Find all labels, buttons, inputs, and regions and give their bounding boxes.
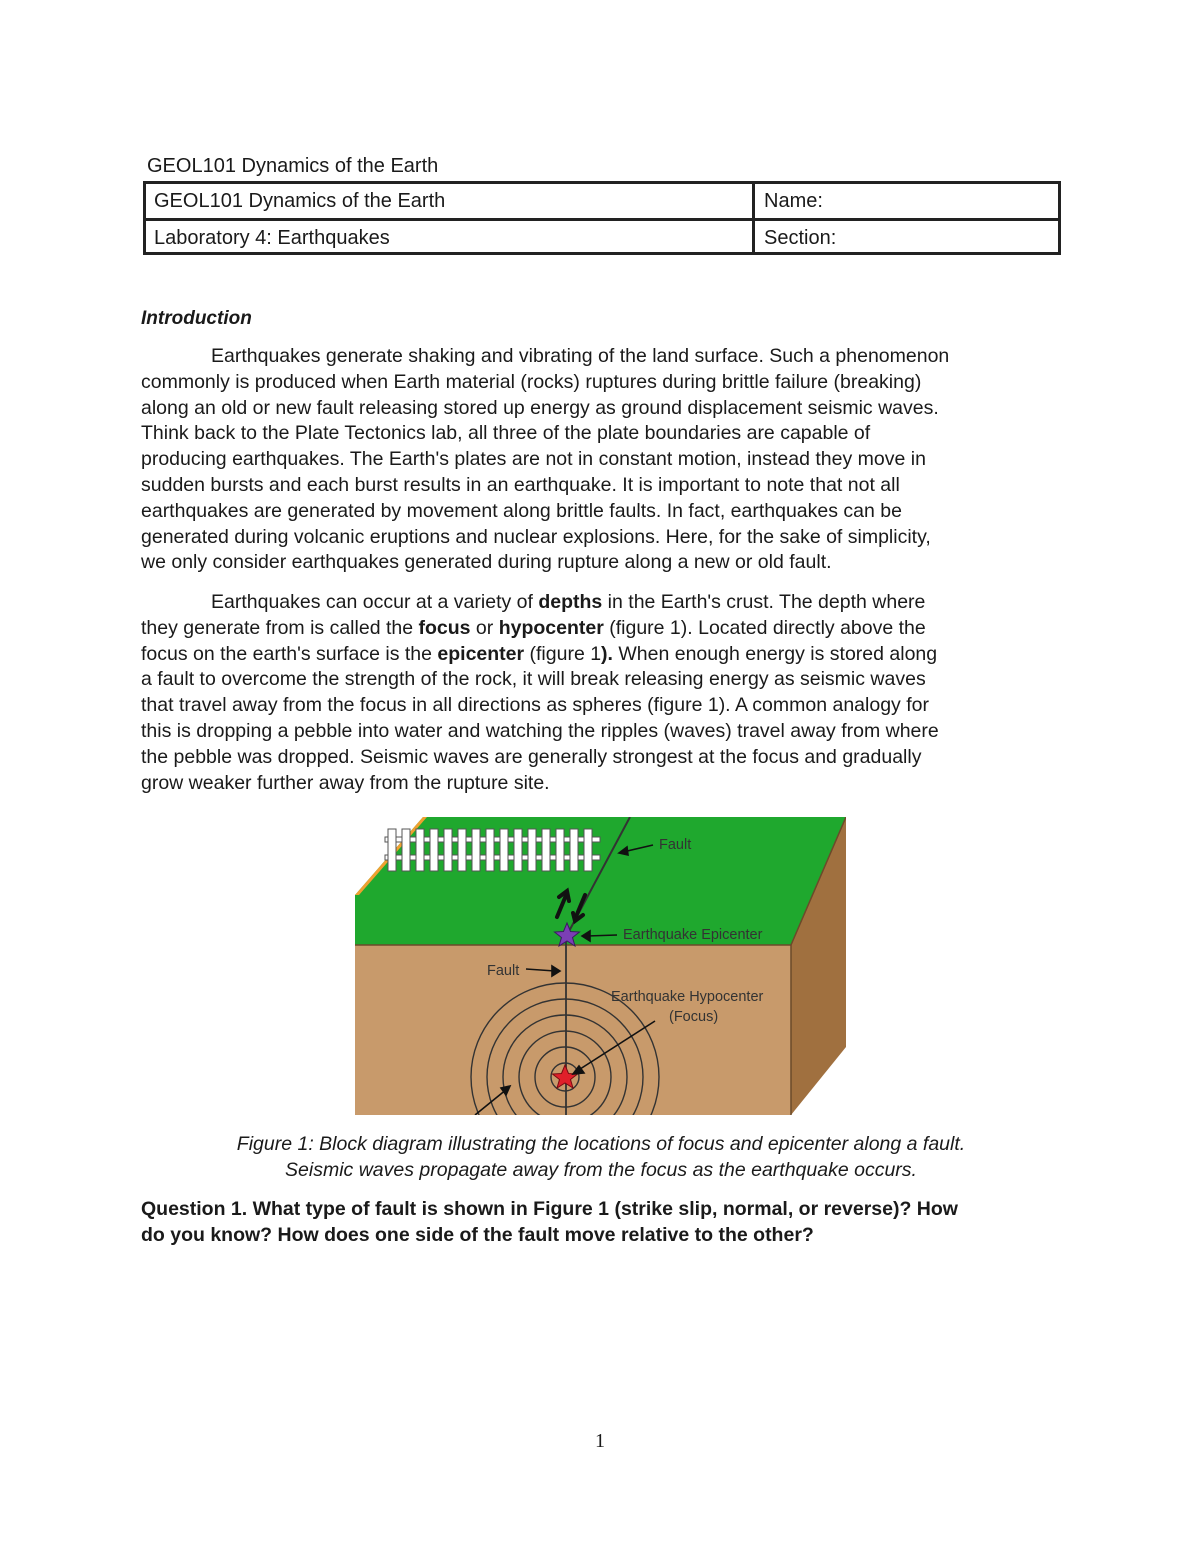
caption-line-2: Seismic waves propagate away from the focus as the earthquake occurs.	[285, 1158, 917, 1181]
paragraph-line: grow weaker further away from the rupture site.	[141, 771, 550, 794]
block-front-face	[355, 945, 791, 1115]
hypocenter-label: Earthquake Hypocenter	[611, 989, 764, 1005]
paragraph-line: earthquakes are generated by movement along brittle faults. In fact, earthquakes can be	[141, 499, 902, 522]
question-line-2: do you know? How does one side of the fault move relative to the other?	[141, 1224, 814, 1246]
paragraph-line: producing earthquakes. The Earth's plates are not in constant motion, instead they move in	[141, 448, 926, 471]
lab-title-cell: Laboratory 4: Earthquakes	[146, 221, 755, 255]
term-hypocenter: hypocenter	[498, 616, 604, 639]
paragraph-line: sudden bursts and each burst results in an earthquake. It is important to note that not all	[141, 473, 900, 496]
paragraph-line: commonly is produced when Earth material (rocks) ruptures during brittle failure (breaking)	[141, 370, 922, 393]
paragraph-line: generated during volcanic eruptions and nuclear explosions. Here, for the sake of simplicity,	[141, 525, 931, 548]
paragraph-line: a fault to overcome the strength of the rock, it will break releasing energy as seismic waves	[141, 668, 926, 691]
question-1	[141, 1196, 1061, 1248]
section-field[interactable]: Section:	[764, 227, 837, 249]
question-line-1: Question 1. What type of fault is shown in Figure 1 (strike slip, normal, or reverse)? How	[141, 1198, 958, 1220]
info-row-lab	[146, 221, 1058, 255]
paragraph-line: this is dropping a pebble into water and watching the ripples (waves) travel away from where	[141, 719, 939, 742]
paragraph-line: along an old or new fault releasing stored up energy as ground displacement seismic waves.	[141, 396, 939, 419]
paragraph-line: we only consider earthquakes generated during rupture along a new or old fault.	[141, 551, 832, 574]
caption-line-1: Figure 1: Block diagram illustrating the locations of focus and epicenter along a fault.	[236, 1133, 966, 1155]
section-heading-introduction: Introduction	[141, 308, 252, 329]
term-focus: focus	[418, 616, 471, 639]
running-title: GEOL101 Dynamics of the Earth	[147, 155, 439, 177]
paragraph-line: Think back to the Plate Tectonics lab, all three of the plate boundaries are capable of	[141, 422, 871, 445]
figure-caption	[141, 1132, 1061, 1184]
fault-surface-label: Fault	[659, 837, 692, 853]
info-table	[143, 181, 1061, 255]
focus-label: (Focus)	[669, 1009, 719, 1025]
page-number: 1	[595, 1430, 605, 1452]
intro-paragraph-2	[141, 590, 1041, 796]
epicenter-label: Earthquake Epicenter	[623, 927, 763, 943]
name-field[interactable]: Name:	[764, 190, 823, 212]
term-depths: depths	[538, 591, 603, 613]
paragraph-line: the pebble was dropped. Seismic waves are generally strongest at the focus and gradually	[141, 745, 922, 768]
paragraph-line: Earthquakes can occur at a variety of depths in the Earth's crust. The depth where	[211, 591, 926, 613]
paragraph-line: that travel away from the focus in all directions as spheres (figure 1). A common analogy for	[141, 694, 929, 717]
intro-paragraph-1	[141, 344, 1041, 576]
paragraph-line: they generate from is called the focus or hypocenter (figure 1). Located directly above the	[141, 616, 926, 639]
ground-surface	[355, 817, 846, 945]
paragraph-line: focus on the earth's surface is the epicenter (figure 1). When enough energy is stored along	[141, 642, 938, 665]
term-epicenter: epicenter	[437, 642, 525, 665]
fault-section-label: Fault	[487, 963, 520, 979]
info-row-course	[146, 184, 1058, 221]
paragraph-line: Earthquakes generate shaking and vibrating of the land surface. Such a phenomenon	[211, 345, 950, 367]
fault-block-diagram	[355, 817, 846, 1115]
course-title-cell: GEOL101 Dynamics of the Earth	[146, 184, 755, 218]
